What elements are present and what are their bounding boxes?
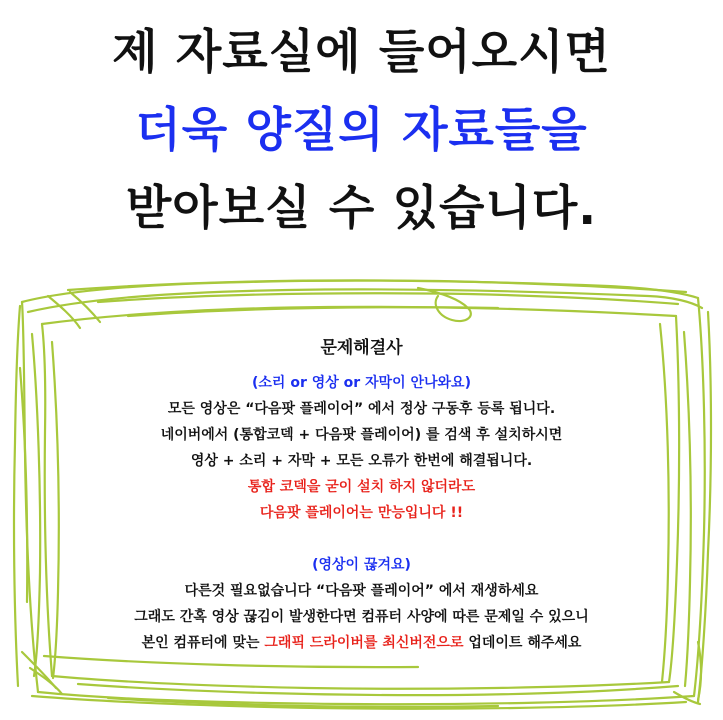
headline-block xyxy=(0,14,723,248)
headline-line-2: 더욱 양질의 자료들을 xyxy=(135,103,588,158)
section-spacer xyxy=(40,526,683,552)
section2-line-1: 다른것 필요없습니다 “다음팟 플레이어” 에서 재생하세요 xyxy=(184,583,539,599)
section1-line-2: 네이버에서 (통합코덱 + 다음팟 플레이어) 를 검색 후 설치하시면 xyxy=(160,427,563,443)
panel-title: 문제해결사 xyxy=(320,338,403,358)
section2-last-line-part1: 본인 컴퓨터에 맞는 xyxy=(141,635,265,651)
section2-last-line-part2: 그래픽 드라이버를 최신버전으로 xyxy=(264,635,464,651)
section1-line-3: 영상 + 소리 + 자막 + 모든 오류가 한번에 해결됩니다. xyxy=(190,453,533,469)
section2-last-line xyxy=(40,630,683,656)
section2-last-line-part3: 업데이트 해주세요 xyxy=(463,635,582,651)
section1-warn-line-1: 통합 코덱을 굳이 설치 하지 않더라도 xyxy=(247,479,476,495)
section1-line-1: 모든 영상은 “다음팟 플레이어” 에서 정상 구동후 등록 됩니다. xyxy=(167,401,556,417)
headline-line-1: 제 자료실에 들어오시면 xyxy=(112,25,611,80)
panel-text-block xyxy=(40,336,683,656)
section1-warn-line-2: 다음팟 플레이어는 만능입니다 !! xyxy=(259,505,464,521)
headline-line-3: 받아보실 수 있습니다. xyxy=(125,181,598,236)
section1-heading: (소리 or 영상 or 자막이 안나와요) xyxy=(252,375,471,391)
section2-heading: (영상이 끊겨요) xyxy=(312,557,411,573)
section2-line-2: 그래도 간혹 영상 끊김이 발생한다면 컴퓨터 사양에 따른 문제일 수 있으니 xyxy=(134,609,589,625)
